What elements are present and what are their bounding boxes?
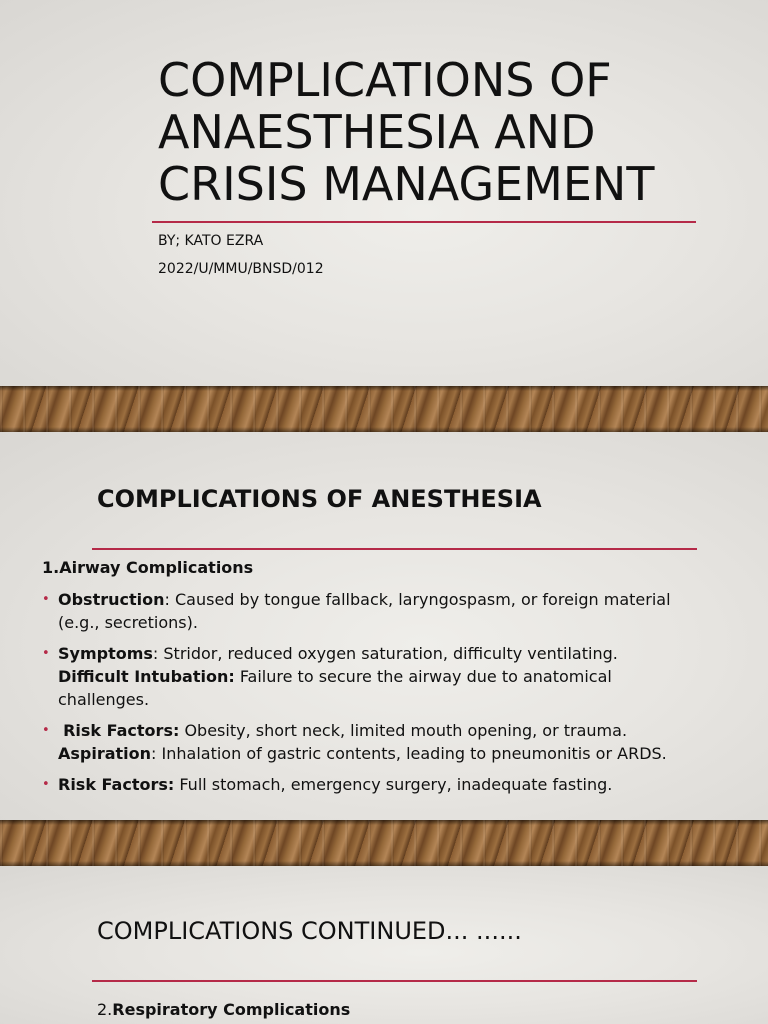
bullet-dot-icon: • bbox=[42, 592, 50, 607]
bullet-dot-icon: • bbox=[42, 777, 50, 792]
author-line: BY; KATO EZRA bbox=[158, 233, 264, 249]
section-label-airway: 1.Airway Complications bbox=[42, 558, 254, 577]
bullet-text: : Caused by tongue fallback, laryngospasm, or foreign material (e.g., secretions). bbox=[58, 590, 671, 632]
bullet-text: Obesity, short neck, limited mouth opening, or trauma. bbox=[179, 721, 628, 740]
bullet-dot-icon: • bbox=[42, 723, 50, 738]
bullet-list bbox=[42, 588, 702, 804]
title-divider bbox=[152, 221, 696, 223]
title-slide bbox=[0, 0, 768, 386]
bullet-text: Full stomach, emergency surgery, inadequate fasting. bbox=[174, 775, 613, 794]
wood-floor-divider bbox=[0, 820, 768, 866]
bullet-label: Risk Factors: bbox=[63, 721, 180, 740]
list-item bbox=[42, 773, 702, 796]
bullet-text: Failure to secure the airway due to anatomical challenges. bbox=[58, 667, 612, 709]
section-label-respiratory: 2.Respiratory Complications bbox=[97, 1000, 351, 1019]
list-item bbox=[42, 719, 702, 765]
bullet-label: Difficult Intubation: bbox=[58, 667, 235, 686]
registration-number: 2022/U/MMU/BNSD/012 bbox=[158, 261, 324, 277]
bullet-text: : Stridor, reduced oxygen saturation, difficulty ventilating. bbox=[152, 644, 618, 663]
complications-continued-slide bbox=[0, 866, 768, 1024]
bullet-text: : Inhalation of gastric contents, leading to pneumonitis or ARDS. bbox=[151, 744, 667, 763]
bullet-label: Risk Factors: bbox=[58, 775, 175, 794]
bullet-label: Symptoms bbox=[58, 644, 153, 663]
list-item bbox=[42, 642, 702, 711]
heading-divider bbox=[92, 548, 697, 550]
slide-heading: COMPLICATIONS CONTINUED... ...... bbox=[97, 917, 522, 945]
bullet-dot-icon: • bbox=[42, 646, 50, 661]
presentation-title: COMPLICATIONS OF ANAESTHESIA AND CRISIS MANAGEMENT bbox=[158, 53, 655, 211]
complications-slide bbox=[0, 432, 768, 820]
slide-heading: COMPLICATIONS OF ANESTHESIA bbox=[97, 485, 542, 513]
bullet-label: Aspiration bbox=[58, 744, 152, 763]
list-item bbox=[42, 588, 702, 634]
heading-divider bbox=[92, 980, 697, 982]
wood-floor-divider bbox=[0, 386, 768, 432]
bullet-label: Obstruction bbox=[58, 590, 165, 609]
